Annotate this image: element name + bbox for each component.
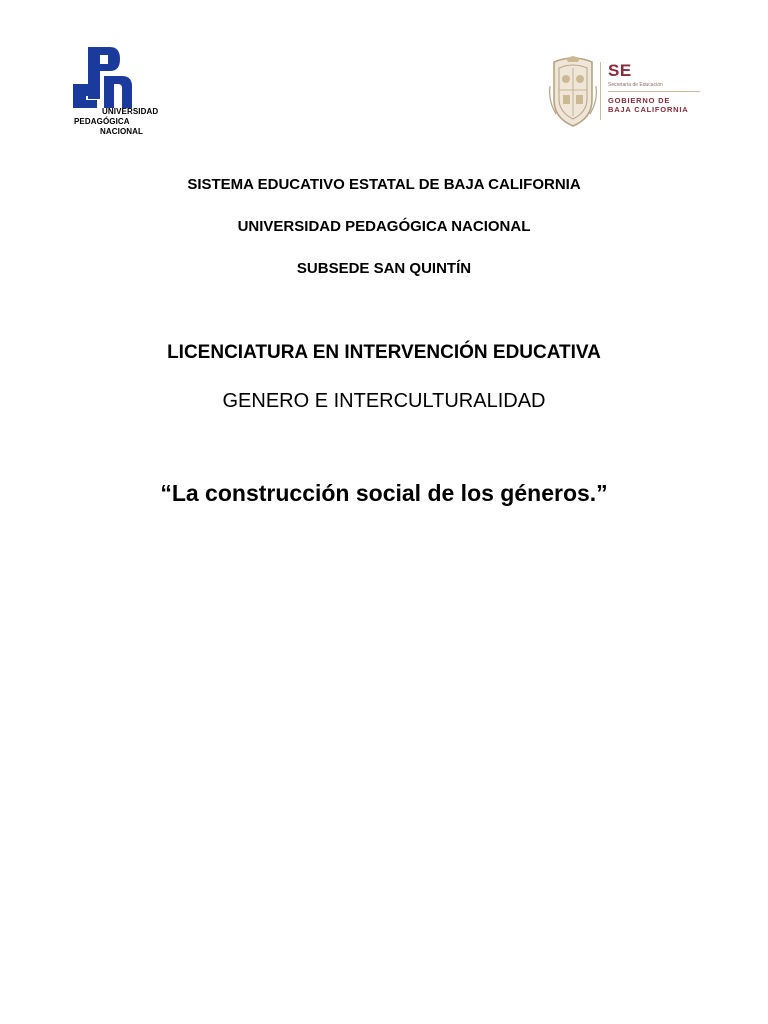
upn-logo-text-line1: UNIVERSIDAD [102, 107, 159, 116]
heading-licenciatura: LICENCIATURA EN INTERVENCIÓN EDUCATIVA [167, 342, 601, 363]
logo-divider [600, 62, 601, 120]
se-rule [608, 91, 700, 92]
se-subtitle: Secretaría de Educación [608, 82, 663, 88]
gobierno-line1: GOBIERNO DE [608, 96, 671, 105]
heading-universidad: UNIVERSIDAD PEDAGÓGICA NACIONAL [237, 218, 531, 235]
heading-subsede: SUBSEDE SAN QUINTÍN [296, 260, 472, 277]
upn-logo [72, 46, 182, 138]
coat-of-arms-icon [548, 56, 598, 128]
heading-materia: GENERO E INTERCULTURALIDAD [222, 390, 546, 412]
upn-logo-text-line2: PEDAGÓGICA [74, 117, 130, 126]
gobierno-line2: BAJA CALIFORNIA [608, 105, 689, 114]
se-abbreviation: SE [608, 61, 632, 80]
upn-logo-text-line3: NACIONAL [100, 127, 144, 136]
document-title: “La construcción social de los géneros.” [160, 480, 608, 506]
se-gobierno-logo [548, 56, 708, 128]
heading-sistema-educativo: SISTEMA EDUCATIVO ESTATAL DE BAJA CALIFORNIA [187, 176, 581, 193]
